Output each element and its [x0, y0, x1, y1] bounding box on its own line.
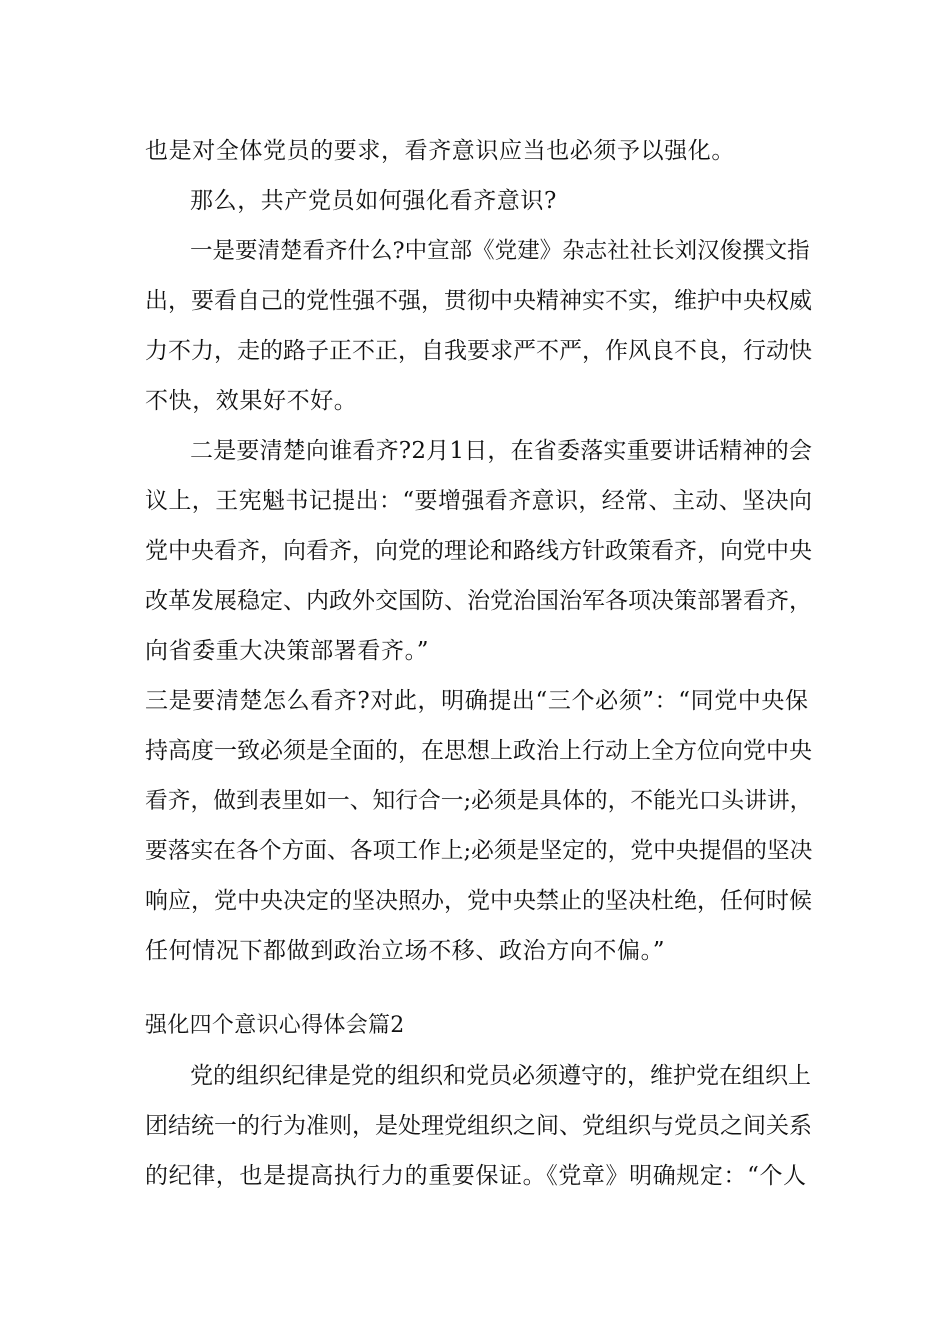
- text-line: 向省委重大决策部署看齐。”: [145, 638, 430, 664]
- text-line: 一是要清楚看齐什么?中宣部《党建》杂志社社长刘汉俊撰文指: [190, 238, 810, 264]
- text-line: 三是要清楚怎么看齐?对此，明确提出“三个必须”：“同党中央保: [145, 688, 809, 714]
- text-line: 党的组织纪律是党的组织和党员必须遵守的，维护党在组织上: [190, 1063, 811, 1089]
- text-line: 持高度一致必须是全面的，在思想上政治上行动上全方位向党中央: [145, 738, 812, 764]
- text-line: 党中央看齐，向看齐，向党的理论和路线方针政策看齐，向党中央: [145, 538, 812, 564]
- text-line: 出，要看自己的党性强不强，贯彻中央精神实不实，维护中央权威: [145, 288, 812, 314]
- text-line: 响应，党中央决定的坚决照办，党中央禁止的坚决杜绝，任何时候: [145, 888, 812, 914]
- section-heading: 强化四个意识心得体会篇2: [145, 1013, 405, 1038]
- text-line: 改革发展稳定、内政外交国防、治党治国治军各项决策部署看齐，: [145, 588, 812, 614]
- text-line: 那么，共产党员如何强化看齐意识?: [190, 188, 557, 214]
- text-line: 力不力，走的路子正不正，自我要求严不严，作风良不良，行动快: [145, 338, 812, 364]
- text-line: 议上，王宪魁书记提出：“要增强看齐意识，经常、主动、坚决向: [145, 488, 813, 514]
- text-line: 看齐，做到表里如一、知行合一;必须是具体的，不能光口头讲讲，: [145, 788, 813, 814]
- text-line: 团结统一的行为准则，是处理党组织之间、党组织与党员之间关系: [145, 1113, 812, 1139]
- text-line: 任何情况下都做到政治立场不移、政治方向不偏。”: [145, 938, 666, 964]
- text-line: 二是要清楚向谁看齐?2月1日，在省委落实重要讲话精神的会: [190, 438, 813, 464]
- text-line: 也是对全体党员的要求，看齐意识应当也必须予以强化。: [145, 138, 735, 164]
- text-line: 要落实在各个方面、各项工作上;必须是坚定的，党中央提倡的坚决: [145, 838, 813, 864]
- text-line: 不快，效果好不好。: [145, 388, 358, 414]
- text-line: 的纪律，也是提高执行力的重要保证。《党章》明确规定：“个人: [145, 1163, 807, 1189]
